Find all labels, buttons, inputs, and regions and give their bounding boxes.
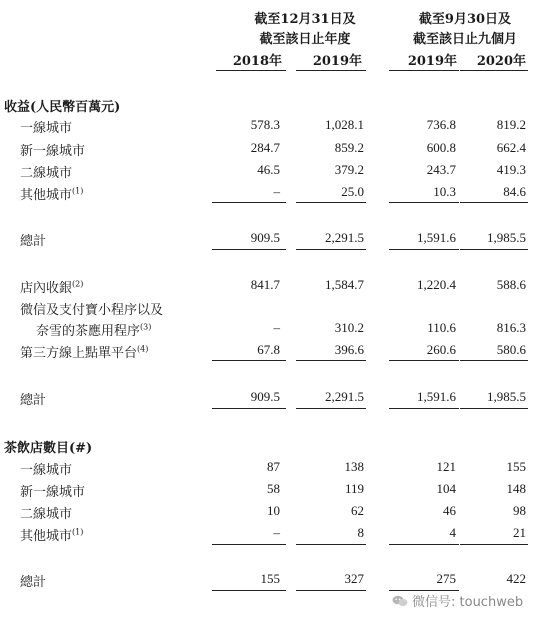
cell-value: – <box>273 320 280 335</box>
header-rule <box>296 70 366 71</box>
year-header: 2018年 <box>232 54 282 69</box>
total-label: 總計 <box>20 234 47 249</box>
cell-value: 310.2 <box>334 320 364 335</box>
header-rule <box>216 70 286 71</box>
cell-value: 736.8 <box>426 117 456 132</box>
cell-value: 379.2 <box>334 162 364 177</box>
cell-value: 4 <box>449 525 456 540</box>
cell-value: 67.8 <box>257 342 280 357</box>
total-value: 2,291.5 <box>325 230 364 245</box>
year-header: 2019年 <box>312 54 362 69</box>
subtotal-rule <box>212 360 286 361</box>
cell-value: 841.7 <box>250 277 280 292</box>
total-rule <box>296 590 366 591</box>
total-rule <box>389 249 459 250</box>
total-rule <box>212 590 286 591</box>
cell-value: 588.6 <box>496 277 526 292</box>
cell-value: 1,220.4 <box>417 277 456 292</box>
row-label: 其他城市 <box>20 529 73 544</box>
total-value: 155 <box>260 571 280 586</box>
subtotal-rule <box>460 360 528 361</box>
cell-value: 62 <box>351 503 364 518</box>
cell-value: 816.3 <box>496 320 526 335</box>
cell-value: 87 <box>267 459 280 474</box>
row-footnote: (1) <box>72 527 84 537</box>
subtotal-rule <box>389 360 459 361</box>
row-label: 一線城市 <box>20 121 73 136</box>
total-value: 1,591.6 <box>417 230 456 245</box>
total-rule <box>212 249 286 250</box>
cell-value: – <box>273 525 280 540</box>
cell-value: 859.2 <box>334 140 364 155</box>
total-rule <box>460 408 528 409</box>
cell-value: 600.8 <box>426 140 456 155</box>
cell-value: 819.2 <box>496 117 526 132</box>
cell-value: 8 <box>357 525 364 540</box>
year-header: 2020年 <box>476 54 526 69</box>
total-value: 1,985.5 <box>487 389 526 404</box>
cell-value: 104 <box>436 481 456 496</box>
cell-value: 21 <box>513 525 526 540</box>
cell-value: 58 <box>267 481 280 496</box>
cell-value: 46.5 <box>257 162 280 177</box>
total-value: 1,985.5 <box>487 230 526 245</box>
cell-value: 396.6 <box>334 342 364 357</box>
cell-value: 662.4 <box>496 140 526 155</box>
watermark-text: 微信号: touchweb <box>412 595 524 610</box>
row-label: 一線城市 <box>20 463 73 478</box>
wechat-icon <box>392 595 408 607</box>
cell-value: 119 <box>344 481 364 496</box>
subtotal-rule <box>212 544 286 545</box>
cell-value: 10.3 <box>433 184 456 199</box>
cell-value: 155 <box>506 459 526 474</box>
total-rule <box>296 249 366 250</box>
row-footnote: (1) <box>72 186 84 196</box>
cell-value: 98 <box>513 503 526 518</box>
cell-value: – <box>273 184 280 199</box>
cell-value: 46 <box>443 503 456 518</box>
row-label: 二線城市 <box>20 507 73 522</box>
subtotal-rule <box>460 202 528 203</box>
total-label: 總計 <box>20 575 47 590</box>
subtotal-rule <box>212 202 286 203</box>
header-group-b-line2: 截至該日止九個月 <box>412 32 517 47</box>
total-value: 422 <box>506 571 526 586</box>
subtotal-rule <box>296 360 366 361</box>
header-rule <box>460 70 528 71</box>
row-label: 二線城市 <box>20 166 73 181</box>
cell-value: 1,584.7 <box>325 277 364 292</box>
cell-value: 84.6 <box>503 184 526 199</box>
cell-value: 121 <box>436 459 456 474</box>
header-group-a-line1: 截至12月31日及 <box>254 12 356 27</box>
subtotal-rule <box>296 202 366 203</box>
row-footnote: (2) <box>72 279 84 289</box>
cell-value: 578.3 <box>250 117 280 132</box>
total-rule <box>212 408 286 409</box>
row-label: 新一線城市 <box>20 144 86 159</box>
total-rule <box>389 408 459 409</box>
total-value: 1,591.6 <box>417 389 456 404</box>
row-label: 新一線城市 <box>20 485 86 500</box>
cell-value: 419.3 <box>496 162 526 177</box>
header-group-b-line1: 截至9月30日及 <box>418 12 512 27</box>
row-label: 其他城市 <box>20 188 73 203</box>
year-header: 2019年 <box>407 54 457 69</box>
cell-value: 260.6 <box>426 342 456 357</box>
total-rule <box>296 408 366 409</box>
cell-value: 10 <box>267 503 280 518</box>
total-rule <box>460 249 528 250</box>
cell-value: 148 <box>506 481 526 496</box>
row-label: 奈雪的茶應用程序 <box>36 324 141 339</box>
cell-value: 243.7 <box>426 162 456 177</box>
total-value: 327 <box>344 571 364 586</box>
row-footnote: (4) <box>137 344 149 354</box>
total-value: 2,291.5 <box>325 389 364 404</box>
cell-value: 284.7 <box>250 140 280 155</box>
watermark <box>392 591 523 610</box>
stores-section-title: 茶飲店數目(#) <box>4 441 93 456</box>
cell-value: 110.6 <box>427 320 456 335</box>
total-value: 909.5 <box>250 389 280 404</box>
subtotal-rule <box>460 544 528 545</box>
cell-value: 580.6 <box>496 342 526 357</box>
row-footnote: (3) <box>140 322 152 332</box>
row-label: 第三方線上點單平台 <box>20 346 138 361</box>
subtotal-rule <box>296 544 366 545</box>
total-label: 總計 <box>20 393 47 408</box>
cell-value: 1,028.1 <box>325 117 364 132</box>
cell-value: 138 <box>344 459 364 474</box>
cell-value: 25.0 <box>341 184 364 199</box>
revenue-section-title: 收益(人民幣百萬元) <box>4 100 121 115</box>
header-group-a-line2: 截至該日止年度 <box>259 32 351 47</box>
header-rule <box>389 70 459 71</box>
row-label: 微信及支付寶小程序以及 <box>20 303 164 318</box>
row-label: 店內收銀 <box>20 281 73 296</box>
subtotal-rule <box>389 544 459 545</box>
subtotal-rule <box>389 202 459 203</box>
total-value: 275 <box>436 571 456 586</box>
total-value: 909.5 <box>250 230 280 245</box>
